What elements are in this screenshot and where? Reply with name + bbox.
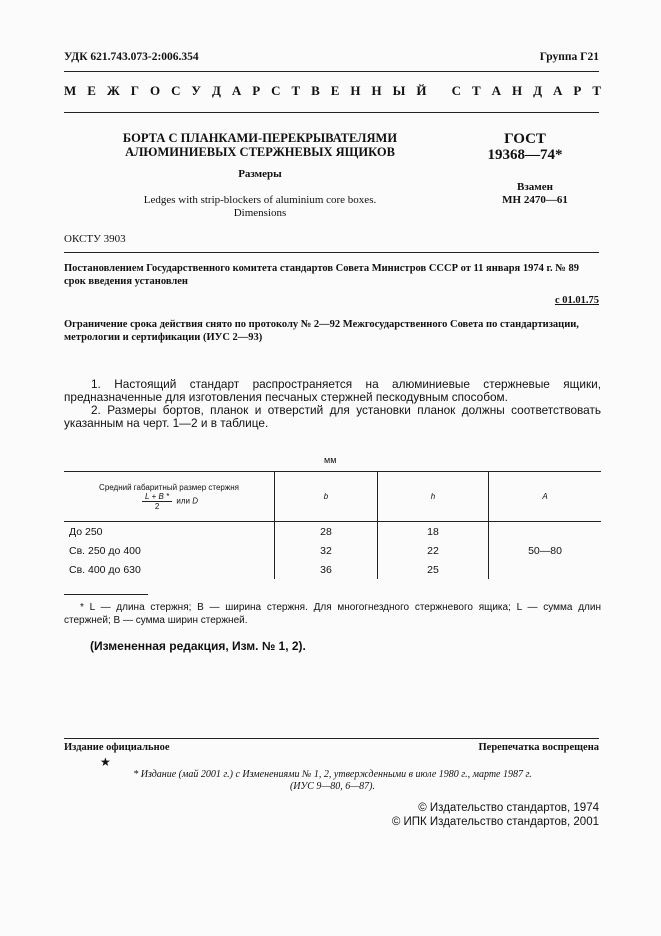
heading-letter: М xyxy=(64,83,77,98)
table-row xyxy=(64,522,601,542)
official-edition: Издание официальное xyxy=(64,742,170,753)
heading-letter: Д xyxy=(211,83,221,98)
heading-letter: Н xyxy=(350,83,361,98)
gost-number: 19368—74* xyxy=(487,147,563,163)
copyright-1974: © Издательство стандартов, 1974 xyxy=(418,802,599,814)
edition-info xyxy=(64,769,601,793)
row-h: 25 xyxy=(378,560,489,579)
heading-letter: В xyxy=(311,83,320,98)
heading-letter: Н xyxy=(512,83,523,98)
header-a: A xyxy=(489,472,602,522)
heading-letter: Ж xyxy=(106,83,120,98)
row-h: 22 xyxy=(378,541,489,560)
paragraph-1: 1. Настоящий стандарт распространяется на алюминиевые стержневые ящики, предназначенные для изготовления песчаных стержней пескодувным способом. xyxy=(64,377,601,405)
heading-letter: С xyxy=(271,83,281,98)
heading-letter: Е xyxy=(87,83,96,98)
a-value: 50—80 xyxy=(489,522,602,580)
heading-letter: Й xyxy=(416,83,427,98)
row-size: Св. 400 до 630 xyxy=(69,563,141,576)
row-b: 32 xyxy=(275,541,378,560)
table-header-row xyxy=(64,472,601,522)
table-units: мм xyxy=(324,455,337,465)
heading-gap xyxy=(437,83,440,99)
row-b: 36 xyxy=(275,560,378,579)
star-icon: ★ xyxy=(100,755,111,769)
heading-letter: Ы xyxy=(392,83,406,98)
okstu-code: ОКСТУ 3903 xyxy=(64,233,126,245)
header-core-size: Средний габаритный размер стержня $\frac{L + B *}{2}$ или D xyxy=(64,472,275,522)
heading-letter: Е xyxy=(330,83,340,98)
heading-letter: Р xyxy=(252,83,261,98)
english-title xyxy=(110,194,410,219)
heading-letter: С xyxy=(451,83,462,98)
row-size: До 250 xyxy=(69,525,103,538)
heading-letter: Т xyxy=(291,83,301,98)
amendment-note: (Измененная редакция, Изм. № 1, 2). xyxy=(90,639,306,653)
gost-number-block xyxy=(480,131,570,163)
gost-label: ГОСТ xyxy=(504,131,546,147)
heading-letter: Р xyxy=(573,83,582,98)
heading-letter: А xyxy=(491,83,502,98)
title-line-2: АЛЮМИНИЕВЫХ СТЕРЖНЕВЫХ ЯЩИКОВ xyxy=(125,145,395,159)
english-title-line-1: Ledges with strip-blockers of aluminium core boxes. xyxy=(143,194,377,206)
footnote-rule xyxy=(64,594,148,595)
footnote: * L — длина стержня; B — ширина стержня. Для многогнездного стержневого ящика; L — сумма длин стержней; B — сумма ширин стержней. xyxy=(64,602,601,626)
group-code: Группа Г21 xyxy=(539,51,599,63)
header-fraction: $\frac{L + B *}{2}$ xyxy=(142,492,172,511)
heading-letter: Г xyxy=(130,83,139,98)
heading-letter: Т xyxy=(472,83,481,98)
standard-title xyxy=(110,131,410,159)
interstate-standard-heading xyxy=(64,83,601,99)
row-b: 28 xyxy=(275,522,378,542)
title-subtitle: Размеры xyxy=(238,168,282,180)
heading-letter: А xyxy=(553,83,563,98)
copyright-2001: © ИПК Издательство стандартов, 2001 xyxy=(391,816,599,828)
effective-date: с 01.01.75 xyxy=(554,295,599,306)
title-line-1: БОРТА С ПЛАНКАМИ-ПЕРЕКРЫВАТЕЛЯМИ xyxy=(122,131,398,145)
paragraph-2: 2. Размеры бортов, планок и отверстий для установки планок должны соответствовать указанным на черт. 1—2 и в таблице. xyxy=(64,403,601,431)
header-h: h xyxy=(378,472,489,522)
footer-rule xyxy=(64,738,599,739)
row-size: Св. 250 до 400 xyxy=(69,544,141,557)
replaces-block xyxy=(480,181,590,207)
heading-letter: У xyxy=(191,83,201,98)
row-h: 18 xyxy=(378,522,489,542)
limitation-text: Ограничение срока действия снято по протоколу № 2—92 Межгосударственного Совета по стандартизации, метрологии и сертификации (ИУС 2—93) xyxy=(64,319,579,343)
okstu-rule xyxy=(64,252,599,253)
reprint-prohibited: Перепечатка воспрещена xyxy=(478,742,599,753)
heading-letter: О xyxy=(149,83,161,98)
heading-letter: А xyxy=(231,83,242,98)
heading-letter: С xyxy=(171,83,181,98)
edition-line: * Издание (май 2001 г.) с Изменениями № 1, 2, утвержденными в июле 1980 г., марте 1987 г. xyxy=(133,769,532,780)
english-title-line-2: Dimensions xyxy=(233,206,287,219)
heading-letter: Н xyxy=(371,83,382,98)
replaces-label: Взамен xyxy=(517,181,553,193)
heading-letter: Т xyxy=(592,83,601,98)
decree-text: Постановлением Государственного комитета стандартов Совета Министров СССР от 11 января 1974 г. № 89 срок введения установлен xyxy=(64,263,579,287)
ius-line: (ИУС 9—80, 6—87). xyxy=(289,781,376,792)
heading-rule xyxy=(64,112,599,113)
top-rule xyxy=(64,71,599,72)
header-b: b xyxy=(275,472,378,522)
replaces-standard: МН 2470—61 xyxy=(502,194,568,206)
dimensions-table xyxy=(64,471,601,579)
heading-letter: Д xyxy=(533,83,543,98)
udk-code: УДК 621.743.073-2:006.354 xyxy=(64,51,199,63)
